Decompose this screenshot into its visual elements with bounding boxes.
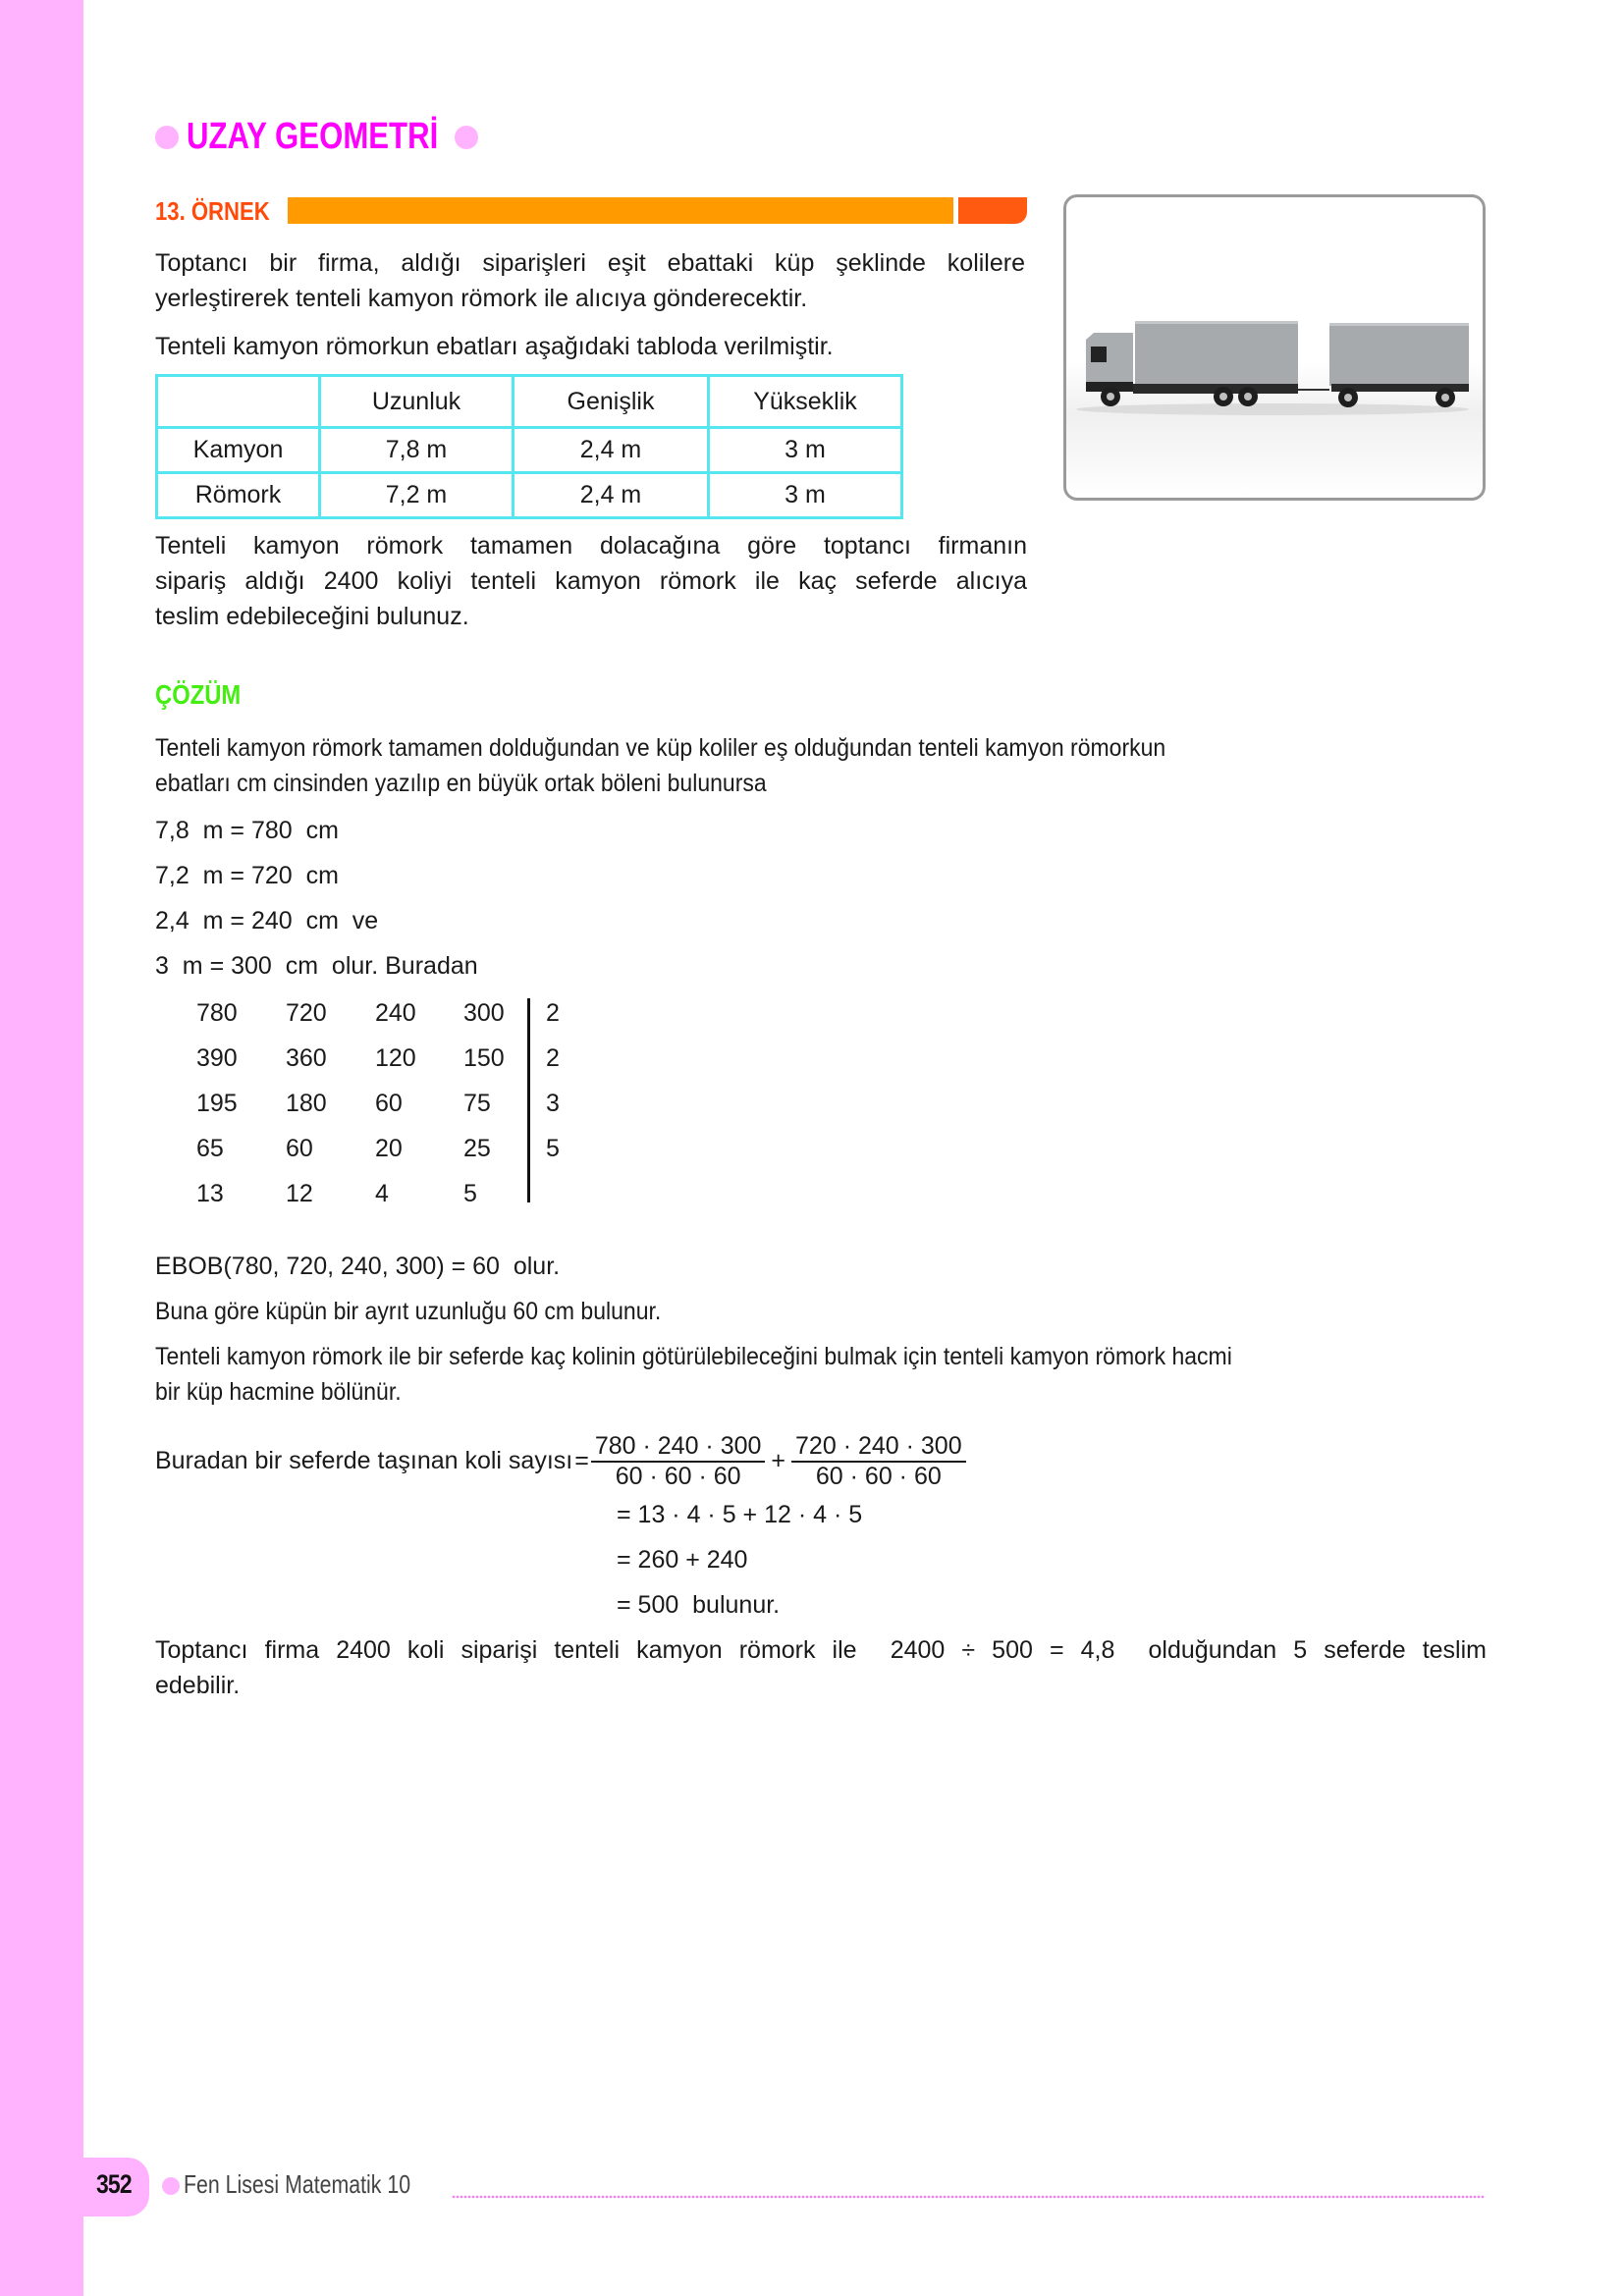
division-cell: 240 <box>375 999 416 1027</box>
footer-dotted-rule <box>452 2195 1485 2199</box>
table-cell: Römork <box>157 473 320 518</box>
table-cell: 3 m <box>709 473 902 518</box>
division-cell: 25 <box>463 1135 491 1162</box>
table-header-cell: Yükseklik <box>709 376 902 428</box>
book-title: Fen Lisesi Matematik 10 <box>184 2169 411 2199</box>
conversion-line: 2,4 m = 240 cm ve <box>155 907 379 934</box>
table-header-cell: Genişlik <box>514 376 709 428</box>
divisor-cell: 3 <box>546 1090 560 1117</box>
division-cell: 20 <box>375 1135 403 1162</box>
count-label: Buradan bir seferde taşınan koli sayısı <box>155 1447 573 1474</box>
question-line: teslim edebileceğini bulunuz. <box>155 603 469 630</box>
conversion-line: 7,8 m = 780 cm <box>155 817 339 844</box>
division-cell: 60 <box>286 1135 313 1162</box>
table-cell: 7,8 m <box>320 428 514 473</box>
question-line: sipariş aldığı 2400 koliyi tenteli kamyon römork ile kaç seferde alıcıya <box>155 567 1027 595</box>
solution-line: Tenteli kamyon römork tamamen dolduğundan ve küp koliler eş olduğundan tenteli kamyon römorkun <box>155 734 1166 762</box>
fraction-numerator: 780 · 240 · 300 <box>591 1431 766 1463</box>
division-cell: 360 <box>286 1044 327 1072</box>
fraction-truck <box>591 1431 766 1490</box>
problem-line: yerleştirerek tenteli kamyon römork ile alıcıya gönderecektir. <box>155 285 808 312</box>
division-cell: 75 <box>463 1090 491 1117</box>
division-cell: 180 <box>286 1090 327 1117</box>
bullet-dot-icon <box>455 126 478 149</box>
plus-sign: + <box>771 1447 786 1474</box>
example-header <box>155 196 283 227</box>
example-bar <box>288 197 953 224</box>
division-cell: 12 <box>286 1180 313 1207</box>
solution-label: ÇÖZÜM <box>155 679 242 710</box>
division-cell: 65 <box>196 1135 224 1162</box>
equation-step: = 260 + 240 <box>617 1546 748 1574</box>
division-cell: 300 <box>463 999 505 1027</box>
fraction-denominator: 60 · 60 · 60 <box>615 1463 741 1490</box>
conclusion <box>155 1632 1487 1703</box>
truck-illustration-icon <box>1066 197 1483 498</box>
division-cell: 390 <box>196 1044 238 1072</box>
table-cell: 2,4 m <box>514 428 709 473</box>
fraction-denominator: 60 · 60 · 60 <box>815 1463 942 1490</box>
question-line: Tenteli kamyon römork tamamen dolacağına göre toptancı firmanın <box>155 532 1027 560</box>
table-header-cell: Uzunluk <box>320 376 514 428</box>
page-number: 352 <box>96 2169 132 2199</box>
problem-paragraph-1 <box>155 245 1025 316</box>
table-cell: Kamyon <box>157 428 320 473</box>
example-label: 13. ÖRNEK <box>155 196 270 226</box>
table-cell: 7,2 m <box>320 473 514 518</box>
division-cell: 13 <box>196 1180 224 1207</box>
bullet-dot-icon <box>155 126 179 149</box>
table-row <box>157 473 902 518</box>
dimensions-table <box>155 374 903 519</box>
conversion-line: 3 m = 300 cm olur. Buradan <box>155 952 478 980</box>
problem-line: Toptancı bir firma, aldığı siparişleri eşit ebattaki küp şeklinde kolilere <box>155 249 1025 277</box>
problem-paragraph-2: Tenteli kamyon römorkun ebatları aşağıdaki tabloda verilmiştir. <box>155 333 834 360</box>
question-paragraph <box>155 528 1027 634</box>
divisor-cell: 5 <box>546 1135 560 1162</box>
chapter-title: UZAY GEOMETRİ <box>187 116 439 157</box>
table-cell: 3 m <box>709 428 902 473</box>
solution-line: Tenteli kamyon römork ile bir seferde kaç kolinin götürülebileceğini bulmak için tenteli kamyon römork hacmi <box>155 1343 1232 1370</box>
table-cell: 2,4 m <box>514 473 709 518</box>
equals-sign: = <box>574 1447 589 1474</box>
division-cell: 4 <box>375 1180 389 1207</box>
conversion-line: 7,2 m = 720 cm <box>155 862 339 889</box>
table-header-cell <box>157 376 320 428</box>
volume-explanation <box>155 1339 1510 1410</box>
solution-line: bir küp hacmine bölünür. <box>155 1378 402 1406</box>
fraction-numerator: 720 · 240 · 300 <box>791 1431 966 1463</box>
count-equation <box>155 1431 966 1490</box>
divisor-cell: 2 <box>546 999 560 1027</box>
fraction-trailer <box>791 1431 966 1490</box>
division-cell: 195 <box>196 1090 238 1117</box>
equation-step: = 500 bulunur. <box>617 1591 781 1619</box>
chapter-header <box>155 116 478 158</box>
division-cell: 120 <box>375 1044 416 1072</box>
left-margin-bar <box>0 0 83 2296</box>
division-cell: 60 <box>375 1090 403 1117</box>
division-cell: 780 <box>196 999 238 1027</box>
equation-step: = 13 · 4 · 5 + 12 · 4 · 5 <box>617 1501 863 1528</box>
division-cell: 720 <box>286 999 327 1027</box>
division-bar <box>527 998 530 1202</box>
table-header-row <box>157 376 902 428</box>
conclusion-line: Toptancı firma 2400 koli siparişi tenteli kamyon römork ile 2400 ÷ 500 = 4,8 olduğundan 5 seferde teslim <box>155 1636 1487 1664</box>
division-cell: 150 <box>463 1044 505 1072</box>
division-cell: 5 <box>463 1180 477 1207</box>
solution-intro <box>155 730 1510 801</box>
example-bar-end <box>958 197 1027 224</box>
ebob-line: EBOB(780, 720, 240, 300) = 60 olur. <box>155 1253 561 1280</box>
divisor-cell: 2 <box>546 1044 560 1072</box>
table-row <box>157 428 902 473</box>
truck-image <box>1063 194 1486 501</box>
conclusion-line: edebilir. <box>155 1672 241 1699</box>
solution-line: ebatları cm cinsinden yazılıp en büyük ortak böleni bulunursa <box>155 770 767 797</box>
edge-length-line: Buna göre küpün bir ayrıt uzunluğu 60 cm bulunur. <box>155 1298 662 1325</box>
footer-bullet-icon <box>162 2177 180 2195</box>
